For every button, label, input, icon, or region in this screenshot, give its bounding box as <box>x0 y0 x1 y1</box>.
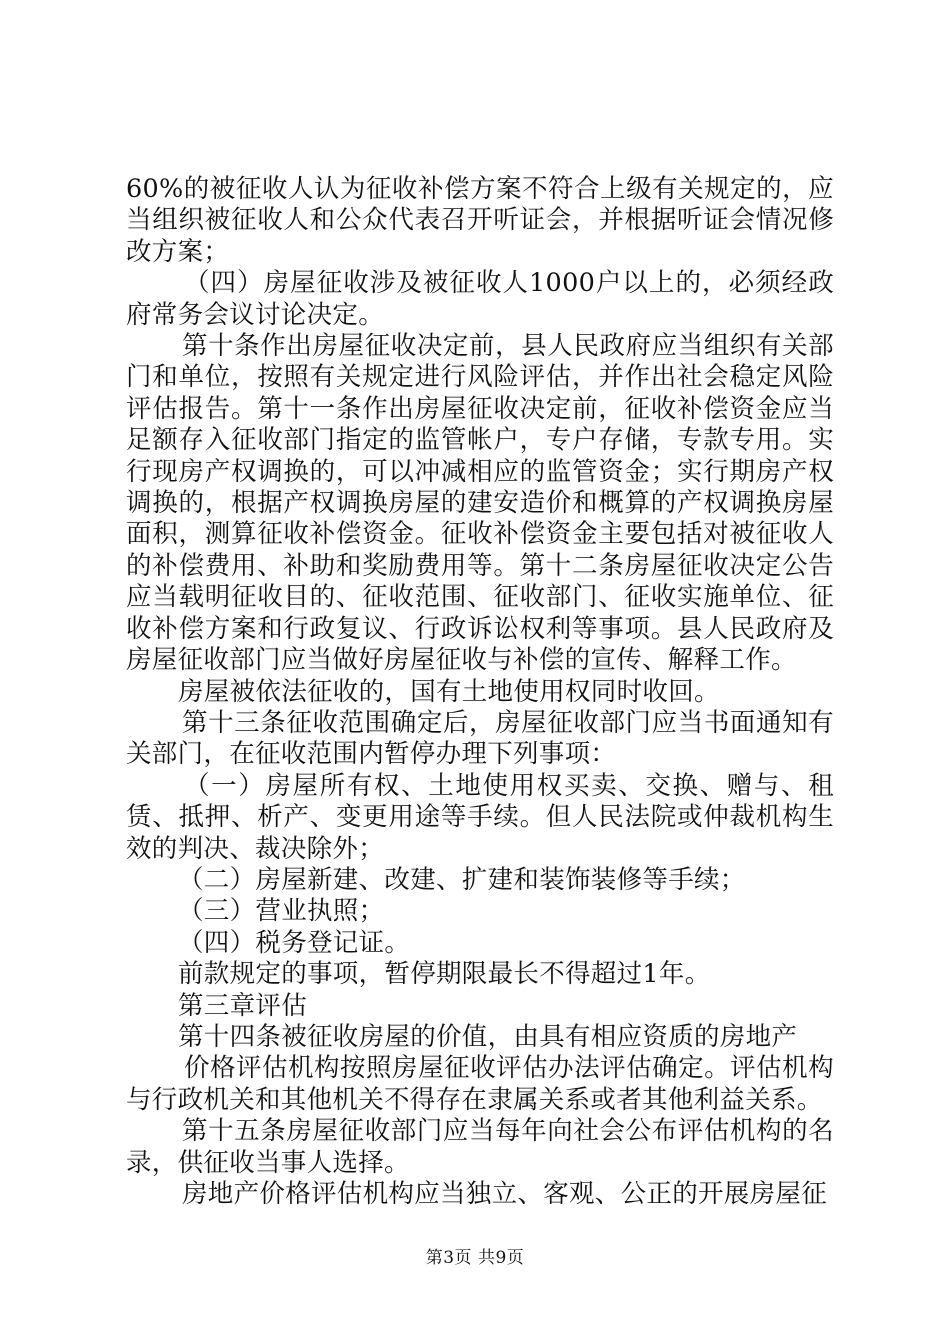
paragraph-6: （一）房屋所有权、土地使用权买卖、交换、赠与、租赁、抵押、析产、变更用途等手续。但人民法院或仲裁机构生效的判决、裁决除外； <box>126 770 834 864</box>
page-number-footer: 第3页 共9页 <box>425 1248 525 1268</box>
paragraph-2: （四）房屋征收涉及被征收人1000户以上的，必须经政府常务会议讨论决定。 <box>126 268 834 330</box>
paragraph-9: （四）税务登记证。 <box>178 927 411 958</box>
document-body <box>126 174 834 1210</box>
paragraph-1: 60%的被征收人认为征收补偿方案不符合上级有关规定的，应当组织被征收人和公众代表召开听证会，并根据听证会情况修改方案； <box>126 174 834 267</box>
paragraph-4: 房屋被依法征收的，国有土地使用权同时收回。 <box>178 676 720 707</box>
paragraph-5: 第十三条征收范围确定后，房屋征收部门应当书面通知有关部门，在征收范围内暂停办理下列事项： <box>126 707 834 770</box>
paragraph-10: 前款规定的事项，暂停期限最长不得超过1年。 <box>178 959 711 990</box>
paragraph-8: （三）营业执照； <box>178 896 385 927</box>
paragraph-12: 第十四条被征收房屋的价值，由具有相应资质的房地产 <box>178 1021 798 1052</box>
chapter-heading: 第三章评估 <box>178 990 308 1021</box>
paragraph-3: 第十条作出房屋征收决定前，县人民政府应当组织有关部门和单位，按照有关规定进行风险评估，并作出社会稳定风险评估报告。第十一条作出房屋征收决定前，征收补偿资金应当足额存入征收部门指定的监管帐户，专户存储，专款专用。实行现房产权调换的，可以冲减相应的监管资金；实行期房产权调换的，根据产权调换房屋的建安造价和概算的产权调换房屋面积，测算征收补偿资金。征收补偿资金主要包括对被征收人的补偿费用、补助和奖励费用等。第十二条房屋征收决定公告应当载明征收目的、征收范围、征收部门、征收实施单位、征收补偿方案和行政复议、行政诉讼权利等事项。县人民政府及房屋征收部门应当做好房屋征收与补偿的宣传、解释工作。 <box>126 331 834 676</box>
paragraph-14: 第十五条房屋征收部门应当每年向社会公布评估机构的名录，供征收当事人选择。 <box>126 1116 834 1178</box>
paragraph-13: 价格评估机构按照房屋征收评估办法评估确定。评估机构与行政机关和其他机关不得存在隶属关系或者其他利益关系。 <box>126 1053 834 1115</box>
paragraph-15: 房地产价格评估机构应当独立、客观、公正的开展房屋征 <box>182 1179 828 1209</box>
paragraph-7: （二）房屋新建、改建、扩建和装饰装修等手续； <box>178 864 746 895</box>
